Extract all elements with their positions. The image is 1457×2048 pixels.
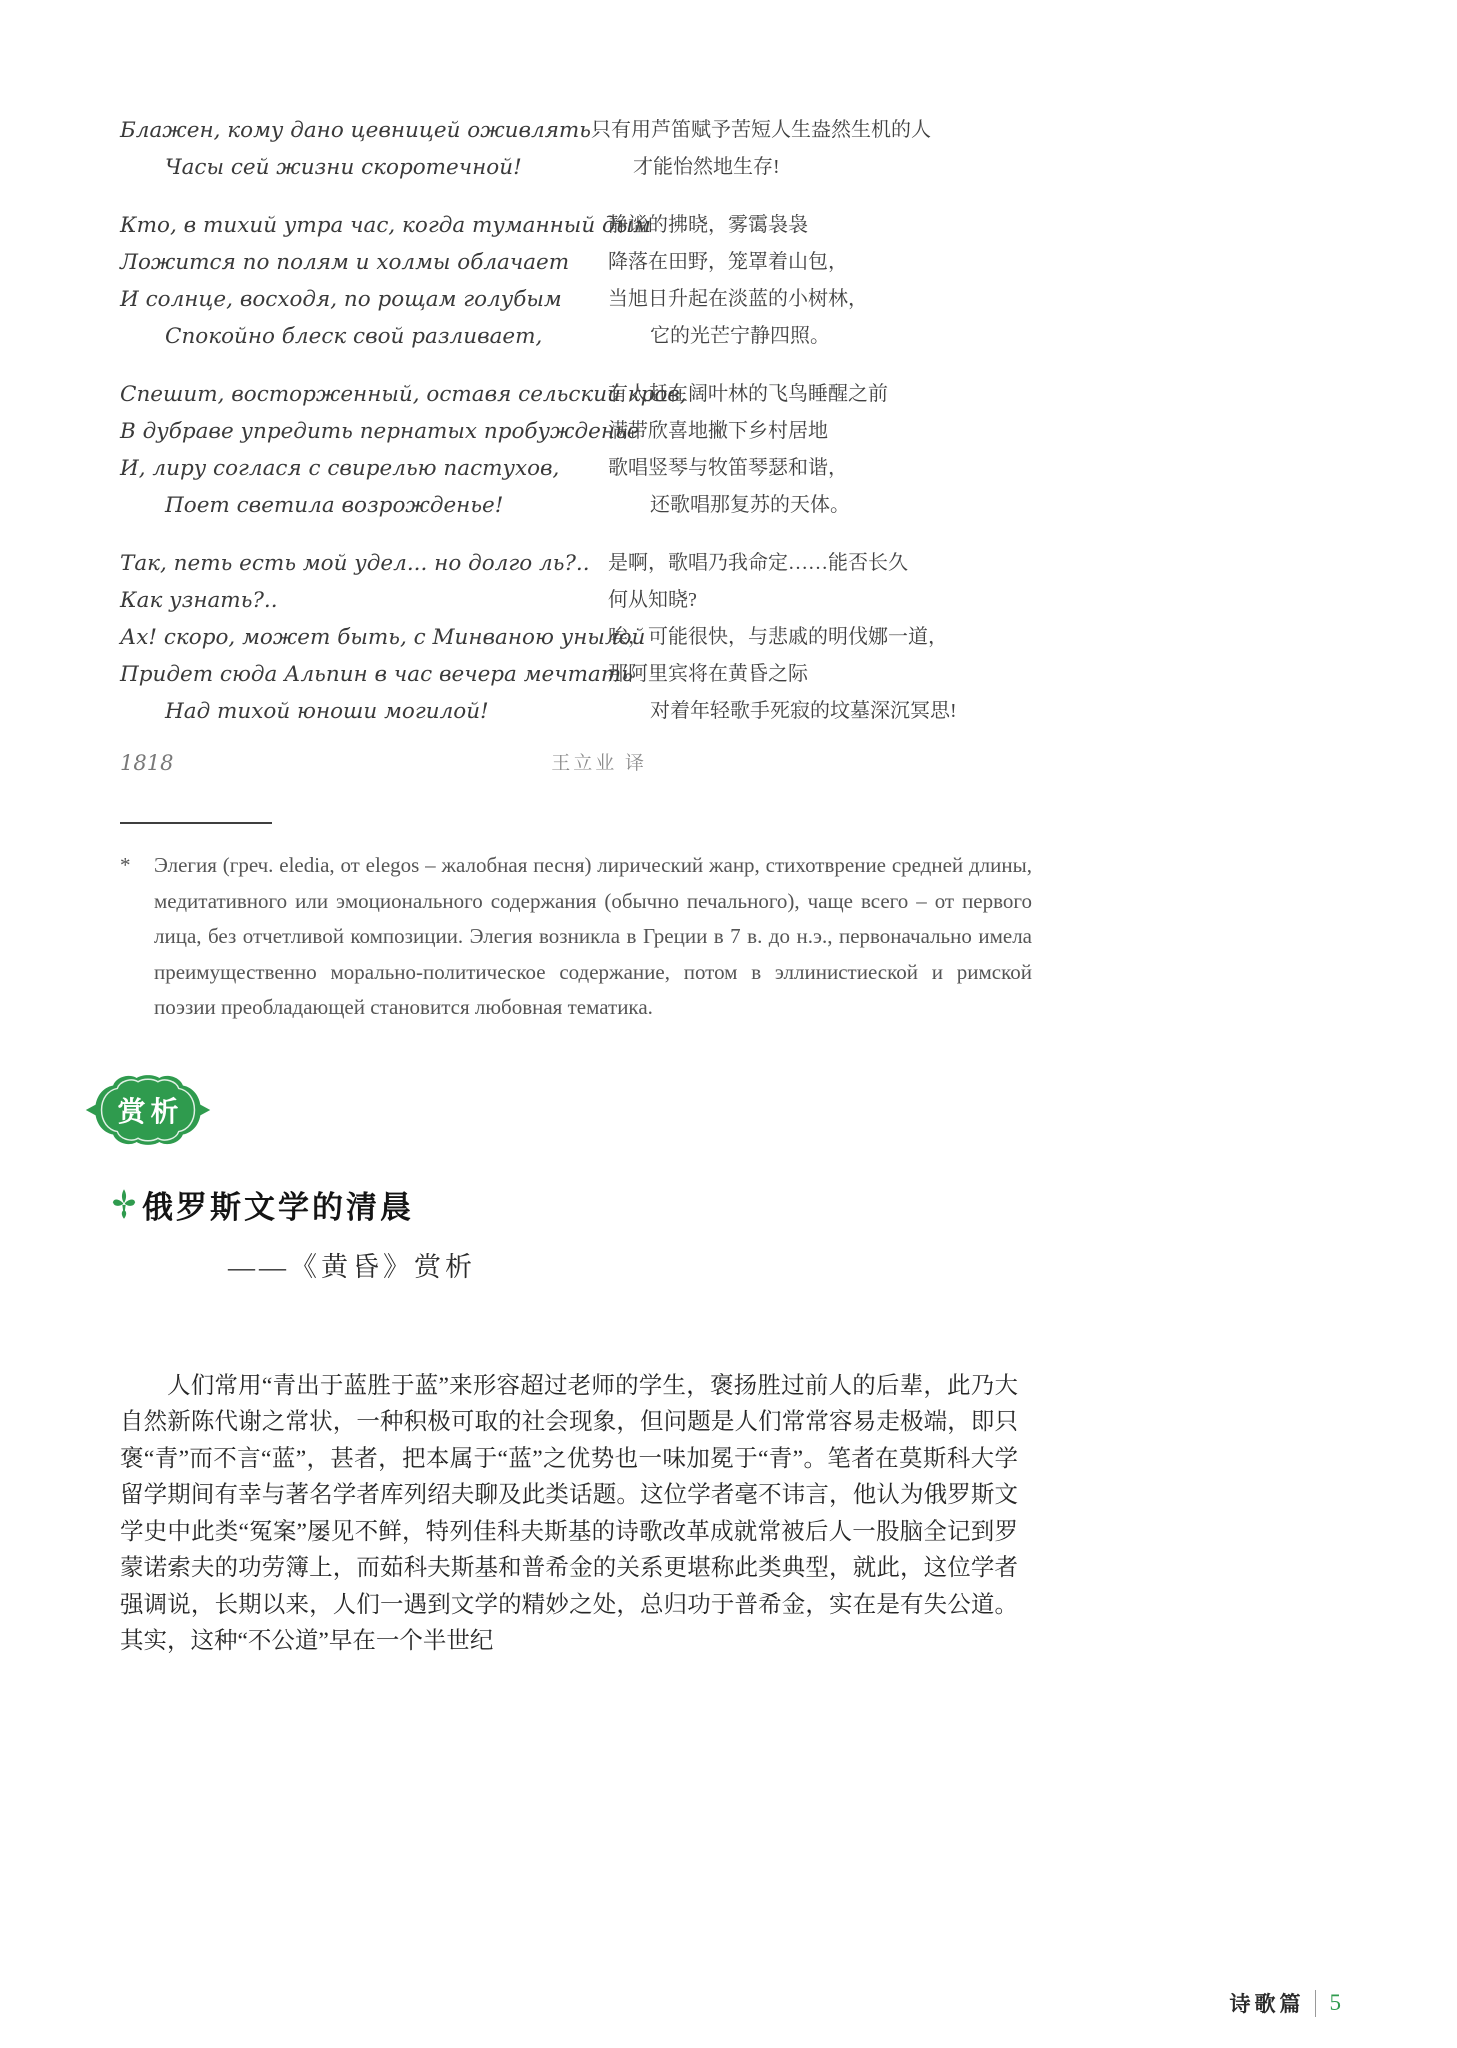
page-number: 5 <box>1329 1990 1341 2015</box>
translator-credit: 王立业 译 <box>551 753 647 774</box>
appreciation-badge <box>82 1070 214 1150</box>
poem-stanza-2 <box>120 207 940 355</box>
poem-line-russian: Спокойно блеск свой разливает, <box>165 324 543 349</box>
poem-date: 1818 <box>120 751 174 775</box>
footnote-marker: * <box>120 853 131 877</box>
poem-line-chinese: 何从知晓? <box>608 589 697 611</box>
poem-line-russian: Спешит, восторженный, оставя сельский кров, <box>120 382 687 407</box>
section-heading <box>112 1182 940 1227</box>
poem-stanza-1 <box>120 112 940 186</box>
poem-section <box>120 112 957 782</box>
poem-line-russian: В дубраве упредить пернатых пробужденье <box>120 419 640 444</box>
poem-line-russian: Как узнать?.. <box>120 588 278 613</box>
page-footer <box>1230 1988 1342 2018</box>
russian-column <box>120 207 651 355</box>
chinese-column <box>608 545 957 730</box>
poem-line-russian: Над тихой юноши могилой! <box>165 699 489 724</box>
badge-label: 赏析 <box>117 1095 184 1127</box>
chinese-column <box>608 376 940 524</box>
floral-ornament-icon <box>112 1188 136 1220</box>
russian-column <box>120 376 687 524</box>
poem-line-chinese: 满带欣喜地撇下乡村居地 <box>608 420 828 442</box>
essay-subtitle: ——《黄昏》赏析 <box>228 1251 476 1282</box>
poem-line-russian: Часы сей жизни скоротечной! <box>165 155 522 180</box>
russian-column <box>120 112 591 186</box>
poem-line-chinese: 它的光芒宁静四照。 <box>650 325 830 347</box>
poem-line-chinese: 是啊，歌唱乃我命定……能否长久 <box>608 552 908 574</box>
poem-line-chinese: 只有用芦笛赋予苦短人生盎然生机的人 <box>591 119 932 141</box>
footnote-text: Элегия (греч. eledia, от elegos – жалобная песня) лирический жанр, стихотврение средней длины, медитативного или эмоционального содержания (обычно печального), чаще всего – от первого лица, без отчетливой композиции. Элегия возникла в Греции в 7 в. до н.э., первоначально имела преимущественно морально-политическое содержание, потом в эллинистиеской и римской поэзии преобладающей становится любовная тематика. <box>154 853 1032 1019</box>
poem-line-chinese: 当旭日升起在淡蓝的小树林， <box>608 288 868 310</box>
poem-line-chinese: 才能怡然地生存! <box>633 156 780 178</box>
poem-line-chinese: 静谧的拂晓，雾霭袅袅 <box>608 214 808 236</box>
russian-column <box>120 745 551 782</box>
russian-column <box>120 545 646 730</box>
chinese-column <box>608 207 940 355</box>
poem-line-russian: И, лиру соглася с свирелью пастухов, <box>120 456 560 481</box>
poem-line-chinese: 对着年轻歌手死寂的坟墓深沉冥思! <box>650 700 957 722</box>
poem-line-chinese: 还歌唱那复苏的天体。 <box>650 494 850 516</box>
poem-signature-row <box>120 745 940 782</box>
essay-title: 俄罗斯文学的清晨 <box>142 1189 414 1225</box>
poem-line-chinese: 唉，可能很快，与悲戚的明伐娜一道， <box>608 626 948 648</box>
poem-line-chinese: 降落在田野，笼罩着山包， <box>608 251 848 273</box>
poem-line-chinese: 有人赶在阔叶林的飞鸟睡醒之前 <box>608 383 888 405</box>
poem-line-russian: Так, петь есть мой удел... но долго ль?.. <box>120 551 590 576</box>
poem-line-chinese: 那阿里宾将在黄昏之际 <box>608 663 808 685</box>
poem-line-russian: Блажен, кому дано цевницей оживлять <box>120 118 592 143</box>
footer-divider <box>1315 1990 1316 2017</box>
footer-section-label: 诗歌篇 <box>1229 1992 1305 2016</box>
poem-line-russian: Кто, в тихий утра час, когда туманный дым <box>120 213 651 238</box>
poem-stanza-4 <box>120 545 957 730</box>
poem-line-russian: Ах! скоро, может быть, с Минваною унылой <box>120 625 646 650</box>
poem-line-russian: Придет сюда Альпин в час вечера мечтать <box>120 662 633 687</box>
chinese-column <box>591 112 940 186</box>
poem-line-chinese: 歌唱竖琴与牧笛琴瑟和谐， <box>608 457 848 479</box>
poem-line-russian: Поет светила возрожденье! <box>165 493 504 518</box>
essay-paragraph: 人们常用“青出于蓝胜于蓝”来形容超过老师的学生，褒扬胜过前人的后辈，此乃大自然新陈代谢之常状，一种积极可取的社会现象，但问题是人们常常容易走极端，即只褒“青”而不言“蓝”，甚者，把本属于“蓝”之优势也一味加冕于“青”。笔者在莫斯科大学留学期间有幸与著名学者库列绍夫聊及此类话题。这位学者毫不讳言，他认为俄罗斯文学史中此类“冤案”屡见不鲜，特列佳科夫斯基的诗歌改革成就常被后人一股脑全记到罗蒙诺索夫的功劳簿上，而茹科夫斯基和普希金的关系更堪称此类典型，就此，这位学者强调说，长期以来，人们一遇到文学的精妙之处，总归功于普希金，实在是有失公道。其实，这种“不公道”早在一个半世纪 <box>120 1372 1018 1654</box>
footnote <box>120 848 1032 1026</box>
poem-line-russian: И солнце, восходя, по рощам голубым <box>120 287 562 312</box>
chinese-column <box>551 745 940 782</box>
poem-line-russian: Ложится по полям и холмы облачает <box>120 250 570 275</box>
poem-stanza-3 <box>120 376 940 524</box>
footnote-separator <box>120 822 272 824</box>
